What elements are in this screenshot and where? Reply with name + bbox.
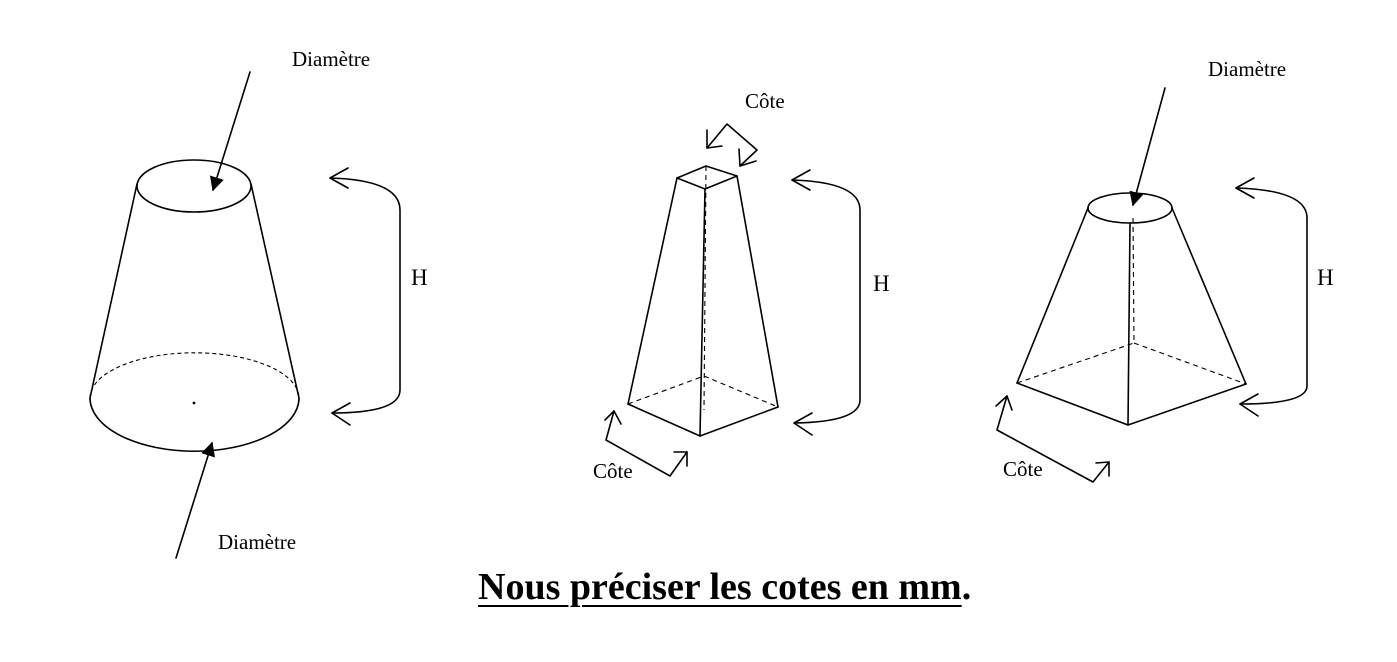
cone-top-diameter-label: Diamètre [292, 47, 371, 71]
cone-height-annotation [330, 168, 428, 425]
caption-text: Nous préciser les cotes en mm [478, 566, 962, 608]
pyramid-bottom-side-annotation [593, 411, 687, 483]
hybrid-bottom-side-annotation [996, 396, 1109, 482]
cone-bottom-diameter-label: Diamètre [218, 530, 297, 554]
cone-height-bracket [330, 178, 400, 413]
hybrid-base-front-left [1017, 383, 1128, 425]
cone-center-dot [193, 402, 196, 405]
hybrid-edge-hidden [1133, 218, 1134, 343]
cone-right-edge [251, 184, 299, 398]
hybrid-base-back-left [1017, 343, 1134, 383]
pyramid-base-front-right [700, 407, 778, 436]
hybrid-edge-front [1128, 223, 1130, 425]
hybrid-base-front-right [1128, 384, 1246, 425]
pyramid-height-bracket [792, 180, 860, 423]
hybrid-top-diameter-arrow [1133, 88, 1165, 205]
pyramid-bottom-side-label: Côte [593, 459, 633, 483]
pyramid-height-arrow-bottom [794, 413, 812, 435]
hybrid-top-diameter-annotation [1133, 57, 1286, 205]
cone-bottom-diameter-annotation [176, 443, 296, 558]
cone-height-label: H [411, 265, 428, 290]
cone-top-diameter-arrow [213, 72, 250, 190]
hybrid-edge-right [1172, 208, 1246, 384]
pyramid-top-side-bracket [707, 124, 757, 166]
pyramid-base-front-left [628, 404, 700, 436]
hybrid-top-diameter-label: Diamètre [1208, 57, 1287, 81]
cone-height-arrow-bottom [332, 403, 350, 425]
hybrid-top-ellipse [1088, 193, 1172, 223]
caption-punctuation: . [961, 566, 972, 608]
pyramid-height-annotation [792, 170, 890, 435]
cone-bottom-front-arc [90, 398, 299, 451]
pyramid-edge-left [628, 178, 677, 404]
pyramid-top-side-annotation [707, 89, 785, 166]
truncated-pyramid [628, 166, 778, 436]
pyramid-base-back-left [628, 376, 704, 404]
pyramid-height-label: H [873, 271, 890, 296]
hybrid-height-bracket [1236, 188, 1307, 404]
hybrid-height-arrow-bottom [1240, 394, 1258, 416]
round-to-square-transition [1017, 193, 1246, 425]
hybrid-height-annotation [1236, 178, 1334, 416]
pyramid-top-face [677, 166, 737, 189]
pyramid-base-back-right [704, 376, 778, 407]
hybrid-height-label: H [1317, 265, 1334, 290]
cone-left-edge [90, 184, 137, 398]
hybrid-bottom-side-label: Côte [1003, 457, 1043, 481]
cone-bottom-back-arc [90, 353, 299, 398]
cone-bottom-diameter-arrow [176, 443, 212, 558]
pyramid-top-side-label: Côte [745, 89, 785, 113]
caption [478, 568, 971, 606]
cone-top-ellipse [137, 160, 251, 212]
pyramid-edge-right [737, 176, 778, 407]
truncated-cone [90, 160, 299, 451]
hybrid-edge-left [1017, 208, 1088, 383]
hybrid-base-back-right [1134, 343, 1246, 384]
